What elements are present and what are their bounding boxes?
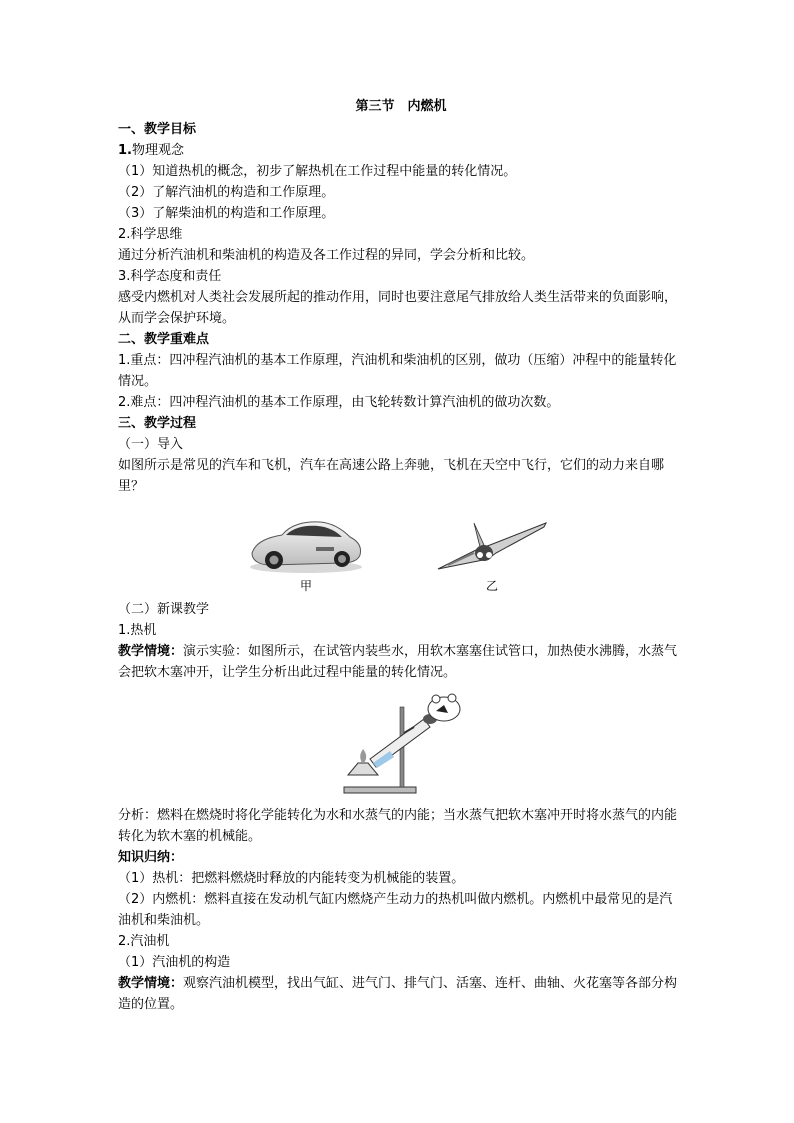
knowledge-item: （1）热机：把燃料燃烧时释放的内能转变为机械能的装置。 <box>118 871 465 886</box>
figure-test-tube-experiment <box>118 693 684 801</box>
heading-process: 三、教学过程 <box>118 416 197 431</box>
analysis-text: 分析：燃料在燃烧时将化学能转化为水和水蒸气的内能；当水蒸气把软木塞冲开时将水蒸气的内能转化为软木塞的机械能。 <box>118 808 678 844</box>
subheading-new-lesson: （二）新课教学 <box>118 602 210 617</box>
document-page <box>118 98 684 1015</box>
caption-yi: 乙 <box>486 579 499 593</box>
subheading-intro: （一）导入 <box>118 437 184 452</box>
car-illustration <box>246 513 364 575</box>
page-title: 第三节 内燃机 <box>355 99 447 114</box>
subheading-gasoline-engine: 2.汽油机 <box>118 934 170 949</box>
figure-car-plane <box>118 511 684 599</box>
teaching-situation: 教学情境：演示实验：如图所示，在试管内装些水，用软木塞塞住试管口，加热使水沸腾，水蒸气会把软木塞冲开，让学生分析出此过程中能量的转化情况。 <box>118 644 678 680</box>
subheading-scientific-thinking: 2.科学思维 <box>118 227 183 242</box>
airplane-illustration <box>434 515 550 571</box>
knowledge-summary-label: 知识归纳： <box>118 850 184 865</box>
subheading-attitude: 3.科学态度和责任 <box>118 269 222 284</box>
objective-item: （2）了解汽油机的构造和工作原理。 <box>118 185 335 200</box>
key-point: 1.重点：四冲程汽油机的基本工作原理，汽油机和柴油机的区别，做功（压缩）冲程中的能量转化情况。 <box>118 353 677 389</box>
objective-text: 感受内燃机对人类社会发展所起的推动作用，同时也要注意尾气排放给人类生活带来的负面影响，从而学会保护环境。 <box>118 290 678 326</box>
objective-text: 通过分析汽油机和柴油机的构造及各工作过程的异同，学会分析和比较。 <box>118 248 535 263</box>
subheading-structure: （1）汽油机的构造 <box>118 955 231 970</box>
caption-jia: 甲 <box>300 579 313 593</box>
experiment-illustration <box>340 693 462 797</box>
subheading-physics-concept: 1.物理观念 <box>118 143 184 158</box>
heading-objectives: 一、教学目标 <box>118 122 197 137</box>
objective-item: （3）了解柴油机的构造和工作原理。 <box>118 206 335 221</box>
subheading-heat-engine: 1.热机 <box>118 623 157 638</box>
knowledge-item: （2）内燃机：燃料直接在发动机气缸内燃烧产生动力的热机叫做内燃机。内燃机中最常见的是汽油机和柴油机。 <box>118 892 673 928</box>
heading-key-points: 二、教学重难点 <box>118 332 210 347</box>
objective-item: （1）知道热机的概念，初步了解热机在工作过程中能量的转化情况。 <box>118 164 517 179</box>
difficult-point: 2.难点：四冲程汽油机的基本工作原理，由飞轮转数计算汽油机的做功次数。 <box>118 395 560 410</box>
intro-text: 如图所示是常见的汽车和飞机，汽车在高速公路上奔驰，飞机在天空中飞行，它们的动力来自哪里？ <box>118 458 665 494</box>
teaching-situation: 教学情境：观察汽油机模型，找出气缸、进气门、排气门、活塞、连杆、曲轴、火花塞等各部分构造的位置。 <box>118 976 678 1012</box>
